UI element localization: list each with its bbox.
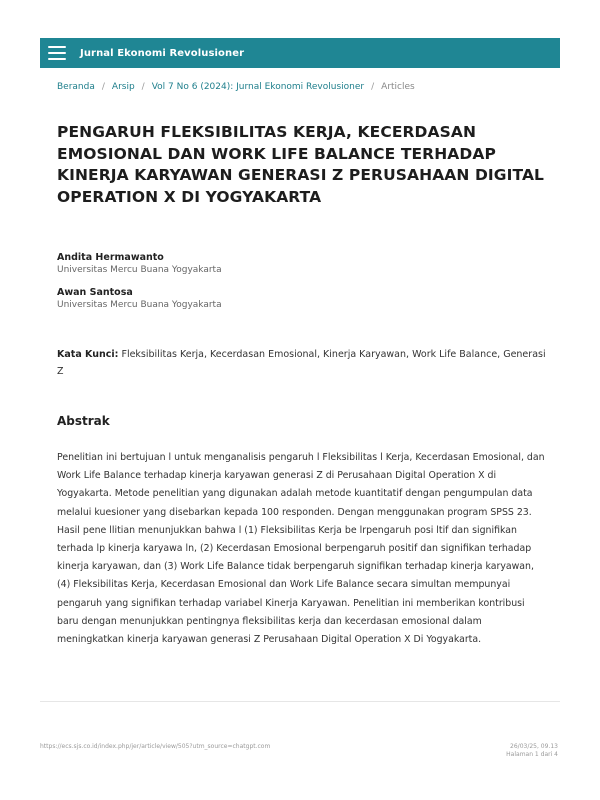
- breadcrumb-archive-link[interactable]: Arsip: [111, 82, 135, 92]
- print-datetime: 26/03/25, 09.13: [510, 743, 558, 750]
- print-footer-url: https://ecs.sjs.co.id/index.php/jer/article/view/505?utm_source=chatgpt.com: [40, 743, 271, 750]
- abstract-text: Penelitian ini bertujuan l untuk menganalisis pengaruh l Fleksibilitas l Kerja, Kecerdasan Emosional, dan Work Life Balance terhadap kinerja karyawan generasi Z di Perusahaan Digital Operation X di Yogyakarta. Metode penelitian yang digunakan adalah metode kuantitatif dengan pengumpulan data melalui kuesioner yang disebarkan kepada 100 responden. Dengan menggunakan program SPSS 23. Hasil pene llitian menunjukkan bahwa l (1) Fleksibilitas Kerja be lrpengaruh posi ltif dan signifikan terhada lp kinerja karyawa ln, (2) Kecerdasan Emosional berpengaruh positif dan signifikan terhadap kinerja karyawan, dan (3) Work Life Balance tidak berpengaruh signifikan terhadap kinerja karyawan, (4) Fleksibilitas Kerja, Kecerdasan Emosional dan Work Life Balance secara simultan mempunyai pengaruh yang signifikan terhadap variabel Kinerja Karyawan. Penelitian ini memberikan kontribusi baru dengan menunjukkan pentingnya fleksibilitas kerja dan kecerdasan emosional dalam meningkatkan kinerja karyawan generasi Z Perusahaan Digital Operation X Di Yogyakarta.: [57, 452, 545, 646]
- hamburger-menu-icon[interactable]: [48, 46, 66, 60]
- author-affiliation: Universitas Mercu Buana Yogyakarta: [57, 265, 222, 275]
- author-entry: [57, 251, 537, 277]
- abstract-heading: Abstrak: [57, 414, 110, 428]
- breadcrumb-issue-link[interactable]: Vol 7 No 6 (2024): Jurnal Ekonomi Revolusioner: [151, 82, 365, 92]
- keywords-text: Fleksibilitas Kerja, Kecerdasan Emosional, Kinerja Karyawan, Work Life Balance, Generasi Z: [57, 349, 546, 377]
- breadcrumb-separator: /: [101, 82, 105, 92]
- article-title: PENGARUH FLEKSIBILITAS KERJA, KECERDASAN EMOSIONAL DAN WORK LIFE BALANCE TERHADAP KINERJA KARYAWAN GENERASI Z PERUSAHAAN DIGITAL OPERATION X DI YOGYAKARTA: [57, 123, 545, 206]
- author-list: [57, 251, 537, 321]
- print-footer-meta: [506, 743, 558, 759]
- author-name: Andita Hermawanto: [57, 252, 164, 263]
- breadcrumb-separator: /: [141, 82, 145, 92]
- breadcrumb-current: Articles: [381, 82, 415, 92]
- site-header: [40, 38, 560, 68]
- author-entry: [57, 286, 537, 312]
- keywords-label: Kata Kunci:: [57, 349, 119, 360]
- author-name: Awan Santosa: [57, 287, 133, 298]
- author-affiliation: Universitas Mercu Buana Yogyakarta: [57, 300, 222, 310]
- keywords: [57, 346, 547, 380]
- breadcrumb-home-link[interactable]: Beranda: [57, 82, 95, 92]
- divider: [40, 701, 560, 702]
- site-title[interactable]: Jurnal Ekonomi Revolusioner: [80, 47, 245, 59]
- breadcrumb: [57, 82, 557, 92]
- breadcrumb-separator: /: [371, 82, 375, 92]
- print-page-number: Halaman 1 dari 4: [506, 751, 558, 758]
